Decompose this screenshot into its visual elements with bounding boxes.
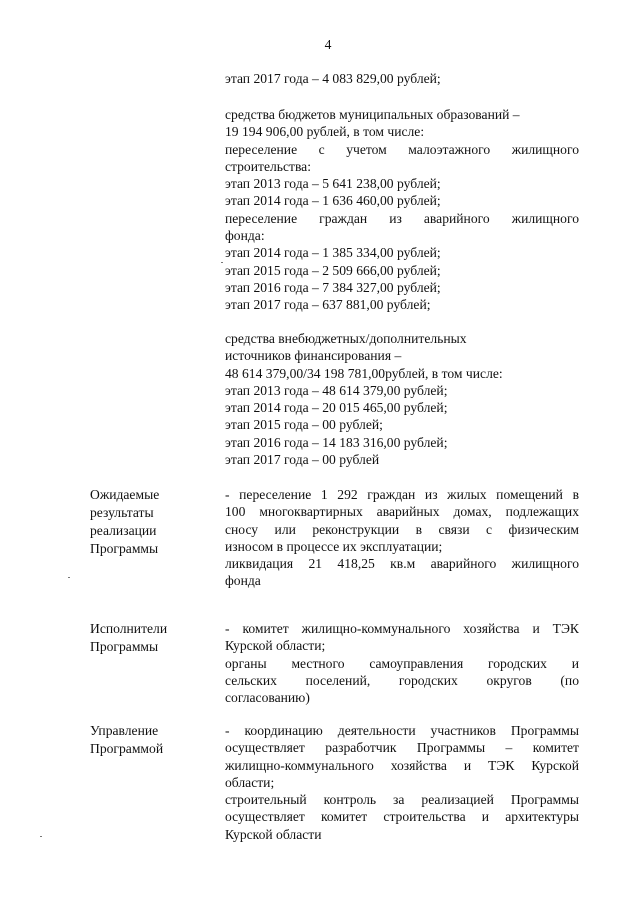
section-text-line: согласованию) bbox=[225, 690, 310, 706]
section-text-line: строительный контроль за реализацией Программы bbox=[225, 792, 579, 808]
executors-label bbox=[90, 620, 210, 656]
section-text-line: - координацию деятельности участников Программы bbox=[225, 723, 579, 738]
scan-speck bbox=[68, 577, 70, 578]
financing-line: этап 2017 года – 637 881,00 рублей; bbox=[225, 297, 431, 313]
section-text-line: осуществляет комитет строительства и архитектуры bbox=[225, 809, 579, 825]
section-text-line: осуществляет разработчик Программы – комитет bbox=[225, 740, 579, 756]
financing-line: строительства: bbox=[225, 158, 311, 174]
financing-line: этап 2016 года – 7 384 327,00 рублей; bbox=[225, 279, 441, 295]
section-label-line: Программы bbox=[90, 639, 159, 654]
section-label-line: Ожидаемые bbox=[90, 487, 160, 502]
section-text-line: 100 многоквартирных аварийных домах, подлежащих bbox=[225, 504, 579, 520]
section-label-line: Исполнители bbox=[90, 621, 168, 636]
financing-line: источников финансирования – bbox=[225, 348, 402, 364]
section-text-line: Курской области; bbox=[225, 638, 326, 654]
financing-line: этап 2013 года – 48 614 379,00 рублей; bbox=[225, 382, 448, 398]
financing-line: 48 614 379,00/34 198 781,00рублей, в том числе: bbox=[225, 365, 503, 381]
financing-line: этап 2015 года – 00 рублей; bbox=[225, 417, 383, 433]
section-text-line: Курской области bbox=[225, 826, 322, 842]
financing-line: этап 2014 года – 1 385 334,00 рублей; bbox=[225, 245, 441, 261]
management-text bbox=[225, 722, 579, 843]
scan-speck bbox=[40, 836, 42, 837]
section-text-line: - комитет жилищно-коммунального хозяйства и ТЭК bbox=[225, 621, 579, 636]
financing-line: этап 2014 года – 20 015 465,00 рублей; bbox=[225, 400, 448, 416]
section-text-line: жилищно-коммунального хозяйства и ТЭК Курской bbox=[225, 757, 579, 773]
scan-speck bbox=[221, 262, 223, 263]
results-label bbox=[90, 486, 210, 558]
financing-line: средства внебюджетных/дополнительных bbox=[225, 331, 467, 346]
municipal-budget-block bbox=[225, 106, 579, 314]
section-text-line: сносу или реконструкции в связи с физическим bbox=[225, 521, 579, 537]
financing-line: этап 2017 года – 4 083 829,00 рублей; bbox=[225, 71, 441, 86]
section-label-line: Программой bbox=[90, 741, 164, 756]
financing-line: переселение с учетом малоэтажного жилищного bbox=[225, 141, 579, 157]
financing-line: 19 194 906,00 рублей, в том числе: bbox=[225, 124, 425, 140]
section-label-line: реализации bbox=[90, 523, 157, 538]
section-text-line: ликвидация 21 418,25 кв.м аварийного жилищного bbox=[225, 556, 579, 572]
financing-line: этап 2016 года – 14 183 316,00 рублей; bbox=[225, 434, 448, 450]
section-label-line: результаты bbox=[90, 505, 154, 520]
financing-line: этап 2015 года – 2 509 666,00 рублей; bbox=[225, 262, 441, 278]
financing-line: фонда: bbox=[225, 228, 265, 244]
section-label-line: Программы bbox=[90, 541, 159, 556]
section-label-line: Управление bbox=[90, 723, 159, 738]
financing-stage-2017-line bbox=[225, 70, 579, 87]
financing-line: этап 2017 года – 00 рублей bbox=[225, 452, 380, 468]
page-number: 4 bbox=[324, 37, 332, 52]
results-text bbox=[225, 486, 579, 590]
section-text-line: сельских поселений, городских округов (по bbox=[225, 672, 579, 688]
section-text-line: - переселение 1 292 граждан из жилых помещений в bbox=[225, 487, 579, 502]
section-text-line: органы местного самоуправления городских и bbox=[225, 655, 579, 671]
financing-line: средства бюджетов муниципальных образований – bbox=[225, 107, 520, 122]
financing-line: этап 2013 года – 5 641 238,00 рублей; bbox=[225, 176, 441, 192]
executors-text bbox=[225, 620, 579, 706]
extrabudgetary-block bbox=[225, 330, 579, 468]
section-text-line: износом в процессе их эксплуатации; bbox=[225, 538, 443, 554]
section-text-line: фонда bbox=[225, 573, 261, 589]
financing-line: этап 2014 года – 1 636 460,00 рублей; bbox=[225, 193, 441, 209]
section-text-line: области; bbox=[225, 774, 275, 790]
management-label bbox=[90, 722, 210, 758]
financing-line: переселение граждан из аварийного жилищного bbox=[225, 210, 579, 226]
